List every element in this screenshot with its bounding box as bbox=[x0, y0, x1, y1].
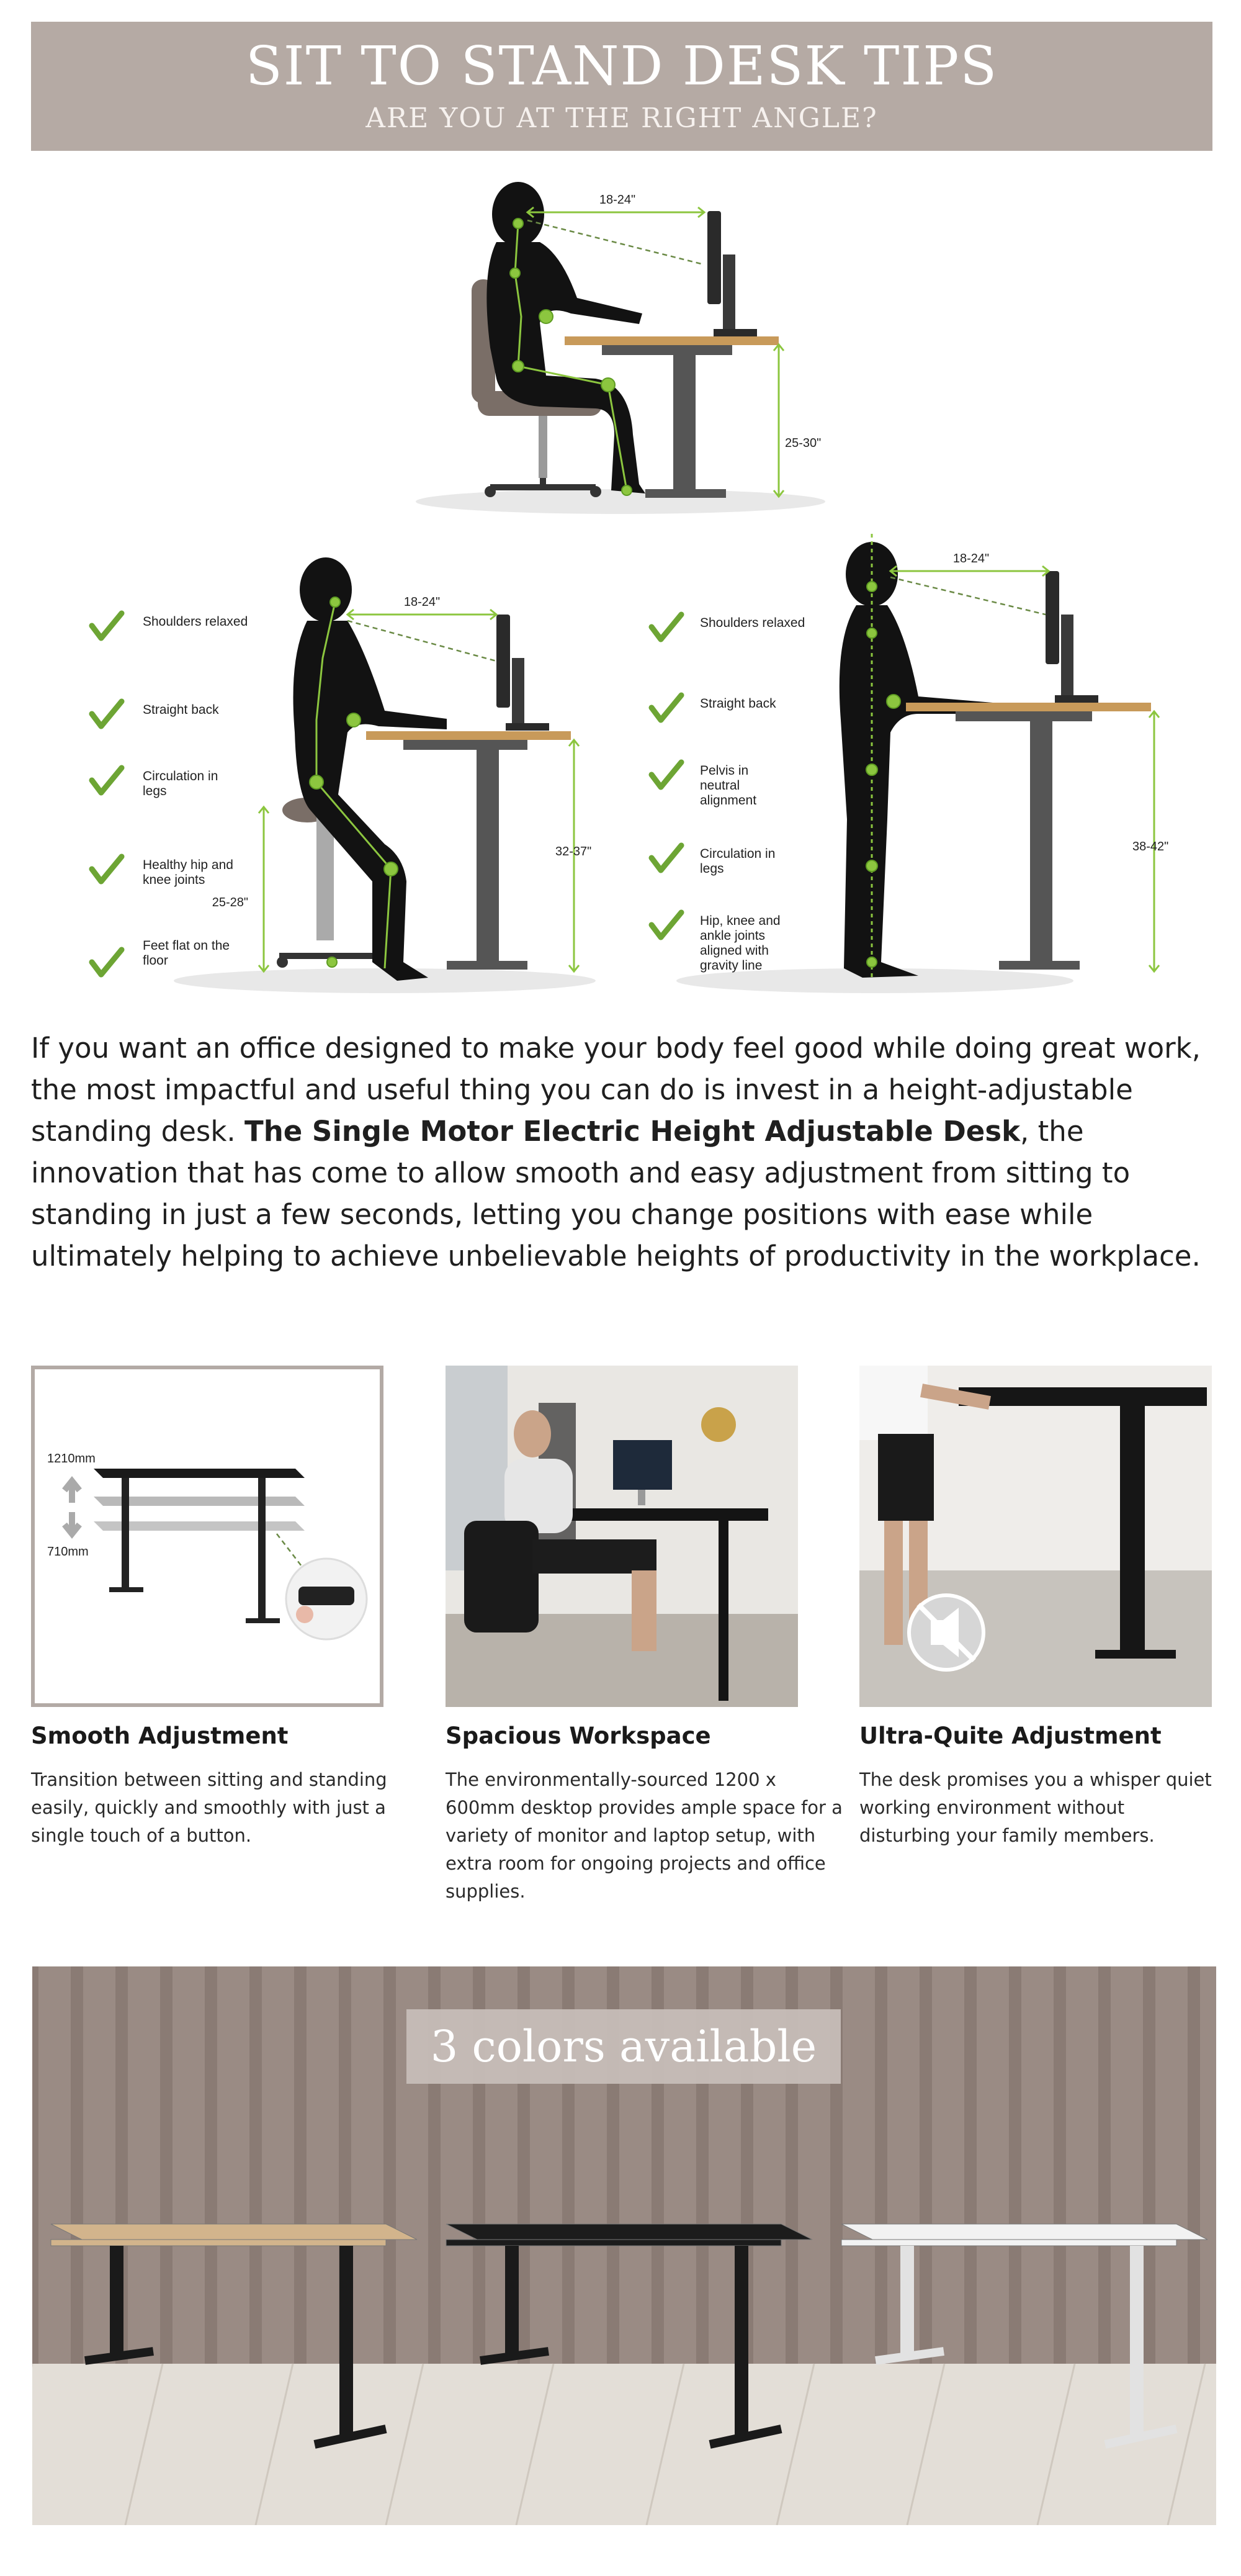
intro-text-end: , the innovation that has come to allow smooth and easy adjustment from sitting to standing in just a few seconds, letting you change positions with ease while ultimately helping to achieve unbelievable heights of productivity in the workplace. bbox=[31, 1115, 1201, 1272]
intro-text-start: If you want an office designed to make your body feel good while doing great work, the most impactful and useful thing you can do is invest in a height-adjustable standing desk. bbox=[31, 1032, 1201, 1148]
desk-illustration bbox=[906, 571, 1151, 970]
tip-circulation: Circulation in legs bbox=[700, 847, 776, 876]
max-height-label: 1210mm bbox=[47, 1452, 96, 1466]
spacious-workspace-photo bbox=[446, 1366, 798, 1707]
check-icon bbox=[92, 857, 122, 881]
check-icon bbox=[652, 615, 681, 639]
feature-desc-quiet: The desk promises you a whisper quiet working environment without disturbing your family members. bbox=[859, 1769, 1212, 1846]
floor-shadow bbox=[416, 489, 825, 514]
intro-paragraph bbox=[31, 1027, 1216, 1277]
feature-title-quiet: Ultra-Quite Adjustment bbox=[859, 1723, 1162, 1749]
standing-tips-list bbox=[652, 615, 805, 973]
tip-joints-aligned: Hip, knee and ankle joints aligned with gravity line bbox=[700, 914, 781, 973]
standing-diagram bbox=[627, 534, 1241, 1006]
check-icon bbox=[652, 762, 681, 787]
tip-straight-back: Straight back bbox=[700, 696, 776, 711]
desk-height-label: 25-30" bbox=[785, 436, 822, 450]
feature-desc-smooth: Transition between sitting and standing easily, quickly and smoothly with just a single touch of a button. bbox=[31, 1769, 387, 1846]
header-banner bbox=[31, 22, 1212, 151]
tip-feet-flat: Feet flat on the floor bbox=[143, 939, 230, 968]
finger-icon bbox=[296, 1606, 313, 1623]
tip-straight-back: Straight back bbox=[143, 703, 219, 717]
eye-distance-label: 18-24" bbox=[403, 595, 441, 609]
ultra-quiet-photo bbox=[859, 1366, 1212, 1707]
tip-shoulders: Shoulders relaxed bbox=[700, 616, 805, 630]
tip-pelvis: Pelvis in neutral alignment bbox=[700, 763, 757, 808]
monitor-icon bbox=[613, 1440, 672, 1490]
feature-title-smooth: Smooth Adjustment bbox=[31, 1723, 289, 1749]
check-icon bbox=[92, 701, 122, 726]
check-icon bbox=[652, 695, 681, 720]
up-arrow-icon bbox=[65, 1481, 79, 1503]
lamp-icon bbox=[701, 1407, 736, 1442]
check-icon bbox=[652, 912, 681, 937]
smooth-adjustment-image bbox=[31, 1366, 383, 1707]
product-name: The Single Motor Electric Height Adjustable Desk bbox=[244, 1115, 1021, 1148]
perching-stool-diagram bbox=[0, 534, 627, 1006]
tip-circulation: Circulation in legs bbox=[143, 769, 218, 798]
tip-hip-knee: Healthy hip and knee joints bbox=[143, 858, 233, 887]
min-height-label: 710mm bbox=[47, 1545, 89, 1559]
feature-title-spacious: Spacious Workspace bbox=[446, 1723, 711, 1749]
page-title: SIT TO STAND DESK TIPS bbox=[245, 35, 998, 97]
colors-available-badge: 3 colors available bbox=[406, 2009, 841, 2084]
office-chair-icon bbox=[464, 1521, 539, 1633]
check-icon bbox=[652, 845, 681, 870]
feature-desc-spacious: The environmentally-sourced 1200 x 600mm desktop provides ample space for a variety of monitor and laptop setup, with extra room for ongoing projects and office supplies. bbox=[446, 1769, 843, 1902]
perching-tips-list bbox=[92, 613, 248, 975]
down-arrow-icon bbox=[65, 1512, 79, 1534]
floor-shadow bbox=[174, 968, 596, 993]
desk-height-label: 38-42" bbox=[1132, 840, 1169, 853]
check-icon bbox=[92, 950, 122, 975]
height-range-desk-illustration bbox=[35, 1369, 380, 1703]
check-icon bbox=[92, 613, 122, 638]
standing-person-silhouette bbox=[840, 534, 993, 981]
desk-illustration bbox=[565, 211, 779, 498]
page-subtitle: ARE YOU AT THE RIGHT ANGLE? bbox=[365, 102, 878, 134]
desk-height-label: 32-37" bbox=[555, 845, 592, 858]
tip-shoulders: Shoulders relaxed bbox=[143, 615, 248, 629]
seat-height-label: 25-28" bbox=[212, 896, 248, 909]
sitting-chair-diagram bbox=[0, 161, 1241, 521]
perching-person-silhouette bbox=[293, 557, 447, 981]
check-icon bbox=[92, 768, 122, 793]
eye-distance-label: 18-24" bbox=[599, 193, 636, 207]
eye-distance-label: 18-24" bbox=[952, 552, 990, 565]
